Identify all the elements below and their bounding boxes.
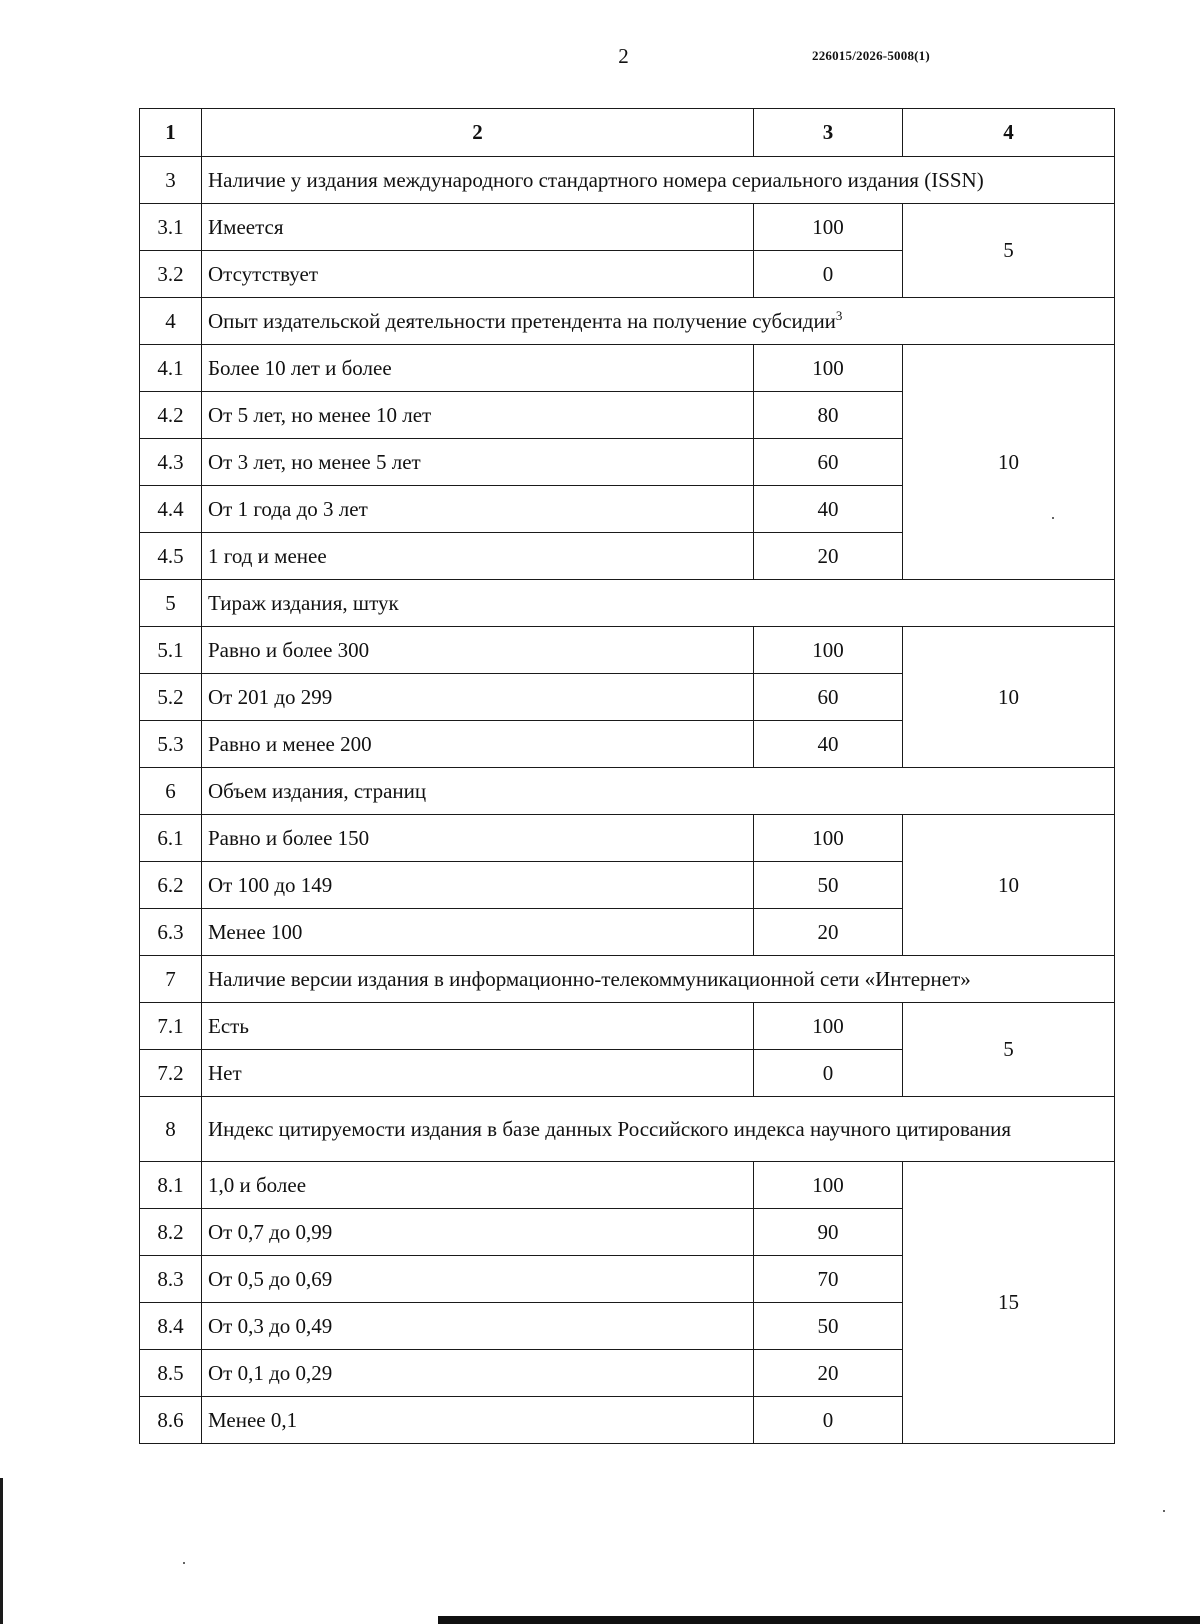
row-number: 8.1 — [140, 1162, 202, 1209]
section-title: Объем издания, страниц — [202, 768, 1115, 815]
section-row — [140, 580, 1115, 627]
section-row — [140, 956, 1115, 1003]
table-row — [140, 627, 1115, 674]
column-header: 1 — [140, 109, 202, 157]
row-label: От 201 до 299 — [202, 674, 754, 721]
scan-speck — [1052, 517, 1054, 519]
row-number: 8.6 — [140, 1397, 202, 1444]
table-row — [140, 1162, 1115, 1209]
row-score: 70 — [754, 1256, 903, 1303]
row-number: 4.1 — [140, 345, 202, 392]
row-label: 1,0 и более — [202, 1162, 754, 1209]
section-title-cell — [202, 298, 1115, 345]
section-title: Наличие у издания международного стандартного номера сериального издания (ISSN) — [202, 157, 1115, 204]
row-label: От 5 лет, но менее 10 лет — [202, 392, 754, 439]
row-label: Есть — [202, 1003, 754, 1050]
row-number: 8.2 — [140, 1209, 202, 1256]
section-number: 7 — [140, 956, 202, 1003]
table-row — [140, 1003, 1115, 1050]
row-score: 0 — [754, 251, 903, 298]
row-label: Менее 100 — [202, 909, 754, 956]
document-number: 226015/2026-5008(1) — [812, 48, 930, 63]
section-title: Наличие версии издания в информационно-телекоммуникационной сети «Интернет» — [202, 956, 1115, 1003]
column-header: 3 — [754, 109, 903, 157]
section-number: 8 — [140, 1097, 202, 1162]
row-label: От 0,3 до 0,49 — [202, 1303, 754, 1350]
row-label: От 0,7 до 0,99 — [202, 1209, 754, 1256]
row-score: 20 — [754, 1350, 903, 1397]
page-number: 2 — [618, 44, 629, 68]
row-label: От 1 года до 3 лет — [202, 486, 754, 533]
row-score: 100 — [754, 815, 903, 862]
row-score: 100 — [754, 1162, 903, 1209]
row-number: 6.2 — [140, 862, 202, 909]
row-score: 20 — [754, 909, 903, 956]
column-header: 4 — [903, 109, 1115, 157]
scan-edge-bottom — [438, 1616, 1200, 1624]
row-score: 100 — [754, 204, 903, 251]
scan-edge-left — [0, 1478, 3, 1624]
row-score: 60 — [754, 674, 903, 721]
row-number: 4.4 — [140, 486, 202, 533]
criteria-table — [139, 108, 1115, 1444]
row-label: Равно и более 300 — [202, 627, 754, 674]
row-score: 40 — [754, 721, 903, 768]
row-score: 0 — [754, 1050, 903, 1097]
section-number: 4 — [140, 298, 202, 345]
column-header: 2 — [202, 109, 754, 157]
row-number: 8.5 — [140, 1350, 202, 1397]
row-score: 100 — [754, 627, 903, 674]
section-weight: 5 — [903, 1003, 1115, 1097]
section-weight: 10 — [903, 627, 1115, 768]
row-number: 7.2 — [140, 1050, 202, 1097]
row-label: 1 год и менее — [202, 533, 754, 580]
row-score: 0 — [754, 1397, 903, 1444]
section-title: Опыт издательской деятельности претендента на получение субсидии — [208, 308, 836, 333]
table-row — [140, 204, 1115, 251]
section-weight: 10 — [903, 815, 1115, 956]
row-label: Имеется — [202, 204, 754, 251]
row-number: 4.5 — [140, 533, 202, 580]
section-weight: 5 — [903, 204, 1115, 298]
row-score: 50 — [754, 1303, 903, 1350]
row-score: 90 — [754, 1209, 903, 1256]
section-title: Индекс цитируемости издания в базе данных Российского индекса научного цитирования — [202, 1097, 1115, 1162]
row-score: 20 — [754, 533, 903, 580]
row-number: 5.2 — [140, 674, 202, 721]
section-row — [140, 768, 1115, 815]
row-score: 50 — [754, 862, 903, 909]
row-number: 8.3 — [140, 1256, 202, 1303]
row-score: 80 — [754, 392, 903, 439]
row-label: От 0,5 до 0,69 — [202, 1256, 754, 1303]
row-score: 40 — [754, 486, 903, 533]
section-weight: 15 — [903, 1162, 1115, 1444]
row-label: Отсутствует — [202, 251, 754, 298]
section-weight: 10 — [903, 345, 1115, 580]
row-label: Менее 0,1 — [202, 1397, 754, 1444]
row-label: Более 10 лет и более — [202, 345, 754, 392]
footnote-marker: 3 — [835, 307, 843, 323]
section-row — [140, 298, 1115, 345]
scan-speck — [183, 1562, 185, 1564]
row-score: 100 — [754, 1003, 903, 1050]
row-number: 8.4 — [140, 1303, 202, 1350]
row-label: От 100 до 149 — [202, 862, 754, 909]
table-header-row — [140, 109, 1115, 157]
table-row — [140, 345, 1115, 392]
row-label: Равно и более 150 — [202, 815, 754, 862]
table-row — [140, 815, 1115, 862]
row-label: От 3 лет, но менее 5 лет — [202, 439, 754, 486]
row-label: Нет — [202, 1050, 754, 1097]
section-row — [140, 157, 1115, 204]
row-score: 100 — [754, 345, 903, 392]
scan-speck — [1163, 1510, 1165, 1512]
section-number: 6 — [140, 768, 202, 815]
row-number: 6.1 — [140, 815, 202, 862]
row-label: От 0,1 до 0,29 — [202, 1350, 754, 1397]
row-label: Равно и менее 200 — [202, 721, 754, 768]
section-row — [140, 1097, 1115, 1162]
row-number: 4.3 — [140, 439, 202, 486]
row-number: 4.2 — [140, 392, 202, 439]
row-number: 6.3 — [140, 909, 202, 956]
row-number: 7.1 — [140, 1003, 202, 1050]
row-number: 3.1 — [140, 204, 202, 251]
row-score: 60 — [754, 439, 903, 486]
row-number: 5.3 — [140, 721, 202, 768]
row-number: 3.2 — [140, 251, 202, 298]
row-number: 5.1 — [140, 627, 202, 674]
section-number: 3 — [140, 157, 202, 204]
section-number: 5 — [140, 580, 202, 627]
section-title: Тираж издания, штук — [202, 580, 1115, 627]
